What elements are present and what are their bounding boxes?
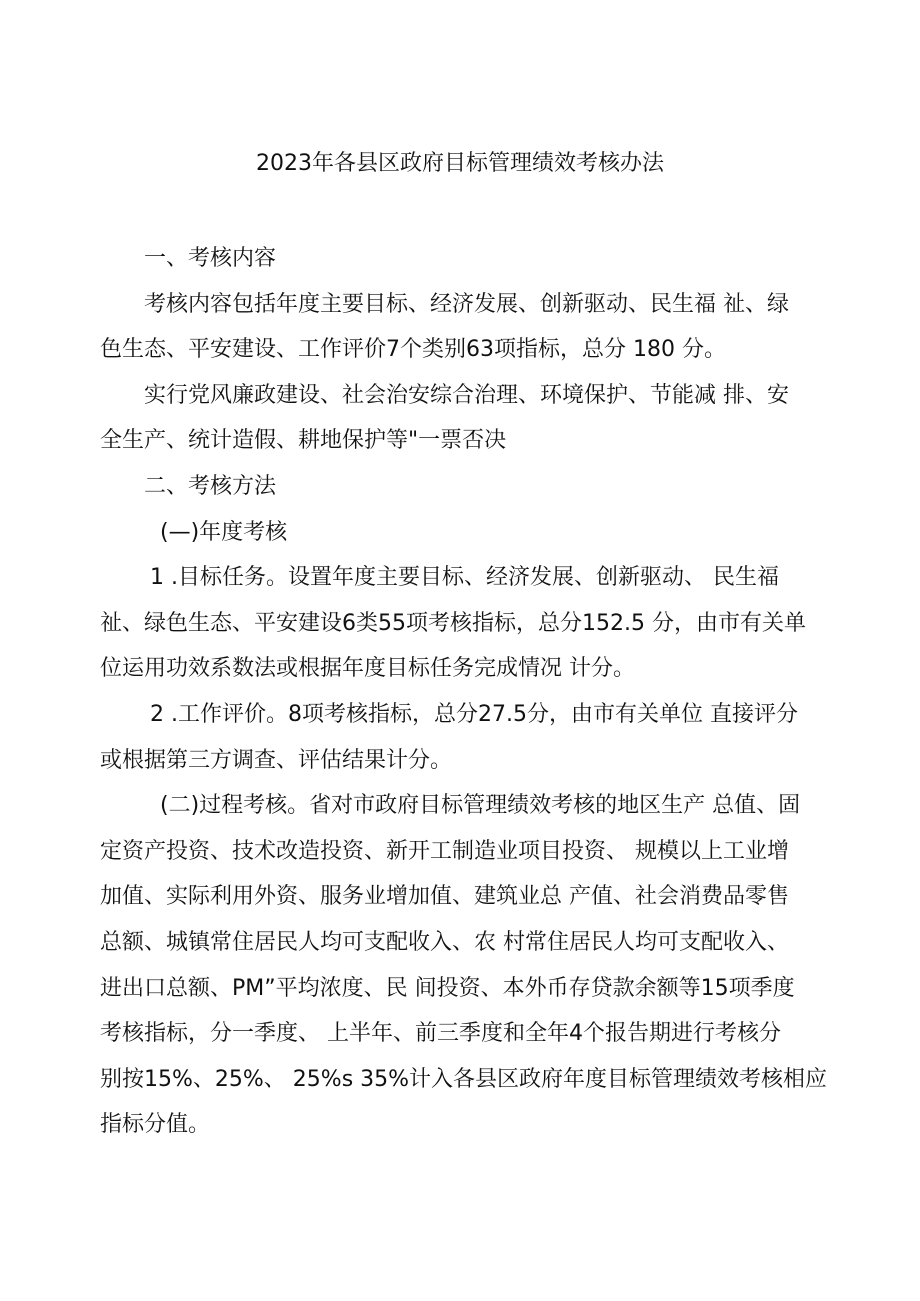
paragraph-line: 位运用功效系数法或根据年度目标任务完成情况 计分。 bbox=[100, 656, 635, 682]
paragraph-line: 祉、绿色生态、平安建设6类55项考核指标，总分152.5 分，由市有关单 bbox=[100, 610, 806, 636]
paragraph-line: 色生态、平安建设、工作评价7个类别63项指标，总分 180 分。 bbox=[100, 337, 726, 363]
section-heading: 一、考核内容 bbox=[144, 246, 277, 271]
paragraph-line: 加值、实际利用外资、服务业增加值、建筑业总 产值、社会消费品零售 bbox=[100, 884, 789, 910]
paragraph-line: 实行党风廉政建设、社会治安综合治理、环境保护、节能减 排、安 bbox=[144, 382, 789, 408]
paragraph-line: 2 .工作评价。8项考核指标，总分27.5分，由市有关单位 直接评分 bbox=[150, 701, 798, 727]
paragraph-line: 指标分值。 bbox=[100, 1112, 211, 1138]
paragraph-line: 考核指标，分一季度、 上半年、前三季度和全年4个报告期进行考核分 bbox=[100, 1021, 781, 1047]
subsection-heading: (—)年度考核 bbox=[160, 519, 288, 545]
paragraph-line: 或根据第三方调查、评估结果计分。 bbox=[100, 747, 453, 773]
document-body bbox=[100, 236, 828, 1148]
paragraph-line: (二)过程考核。省对市政府目标管理绩效考核的地区生产 总值、固 bbox=[160, 793, 801, 819]
paragraph-line: 1 .目标任务。设置年度主要目标、经济发展、创新驱动、 民生福 bbox=[150, 565, 779, 591]
paragraph-line: 别按15%、25%、 25%s 35%计入各县区政府年度目标管理绩效考核相应 bbox=[100, 1066, 828, 1092]
paragraph-line: 定资产投资、技术改造投资、新开工制造业项目投资、 规模以上工业增 bbox=[100, 838, 789, 864]
document-title: 2023年各县区政府目标管理绩效考核办法 bbox=[256, 151, 664, 176]
paragraph-line: 考核内容包括年度主要目标、经济发展、创新驱动、民生福 祉、绿 bbox=[144, 291, 789, 317]
paragraph-line: 全生产、统计造假、耕地保护等"一票否决 bbox=[100, 428, 507, 454]
paragraph-line: 进出口总额、PM”平均浓度、民 间投资、本外币存贷款余额等15项季度 bbox=[100, 975, 795, 1001]
section-heading: 二、考核方法 bbox=[144, 473, 277, 499]
paragraph-line: 总额、城镇常住居民人均可支配收入、农 村常住居民人均可支配收入、 bbox=[100, 929, 789, 955]
